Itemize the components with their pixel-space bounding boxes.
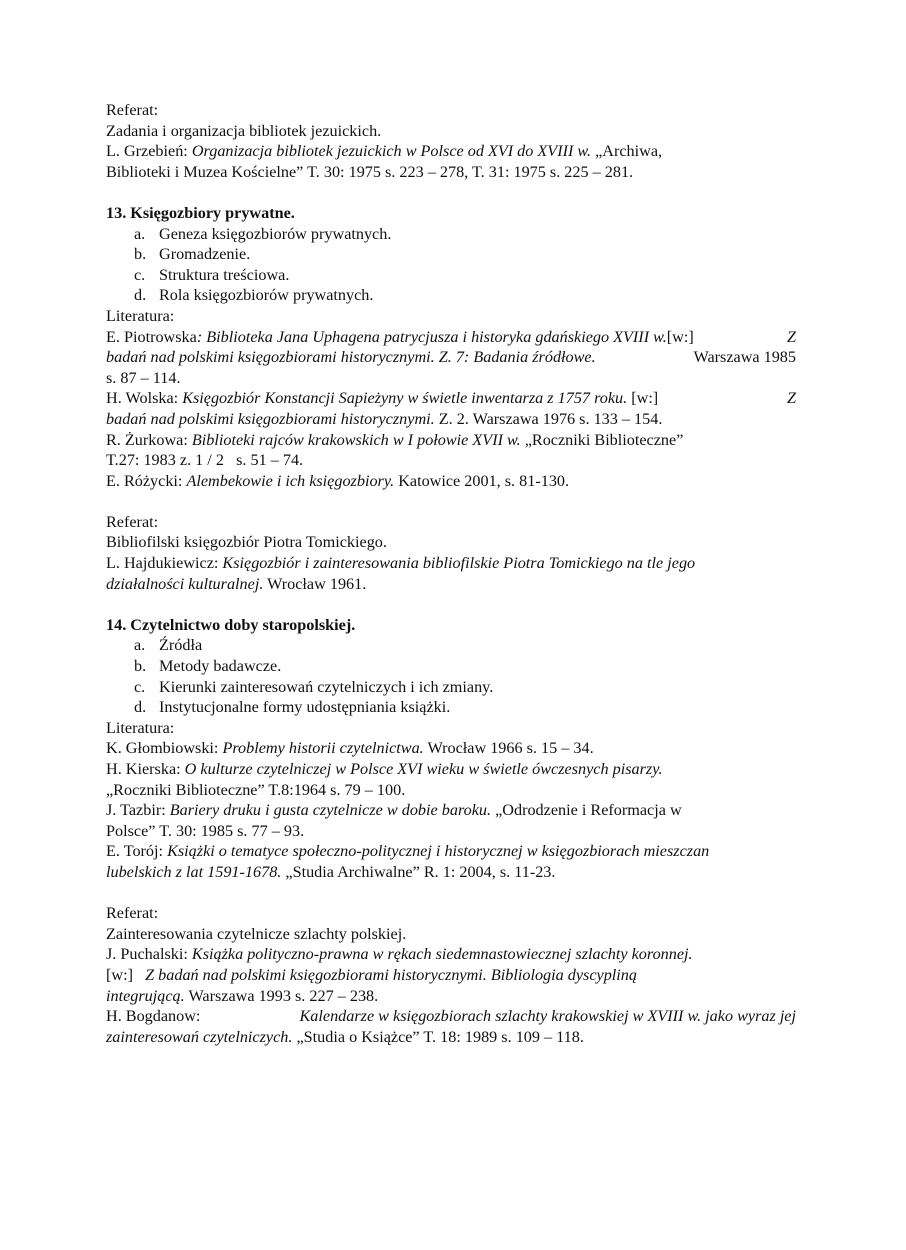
bibliography-entry-continued: [w:] Z badań nad polskimi księgozbiorami historycznymi. Bibliologia dyscypliną — [106, 965, 637, 984]
section-heading-14: 14. Czytelnictwo doby staropolskiej. — [106, 615, 356, 634]
bibliography-entry: E. Różycki: Alembekowie i ich księgozbiory. Katowice 2001, s. 81-130. — [106, 471, 570, 490]
list-item: d. Rola księgozbiorów prywatnych. — [134, 286, 374, 305]
bibliography-entry-continued: Biblioteki i Muzea Kościelne” T. 30: 1975 s. 223 – 278, T. 31: 1975 s. 225 – 281. — [106, 162, 634, 181]
bibliography-entry: E. Torój: Książki o tematyce społeczno-politycznej i historycznej w księgozbiorach mieszczan — [106, 842, 710, 861]
list-item: a. Źródła — [134, 636, 203, 655]
list-item: b. Metody badawcze. — [134, 657, 282, 676]
bibliography-entry-continued: badań nad polskimi księgozbiorami historycznymi. Z. 2. Warszawa 1976 s. 133 – 154. — [106, 409, 663, 428]
bibliography-entry: J. Tazbir: Bariery druku i gusta czytelnicze w dobie baroku. „Odrodzenie i Reformacja w — [106, 801, 682, 820]
bibliography-entry-continued: „Roczniki Biblioteczne” T.8:1964 s. 79 – 100. — [106, 780, 406, 799]
bibliography-entry: H. Kierska: O kulturze czytelniczej w Polsce XVI wieku w świetle ówczesnych pisarzy. — [106, 760, 663, 778]
bibliography-entry: L. Grzebień: Organizacja bibliotek jezuickich w Polsce od XVI do XVIII w. „Archiwa, — [106, 142, 663, 161]
referat-topic: Zainteresowania czytelnicze szlachty polskiej. — [106, 924, 407, 943]
bibliography-entry: J. Puchalski: Książka polityczno-prawna w rękach siedemnastowiecznej szlachty koronnej. — [106, 945, 693, 964]
literatura-label: Literatura: — [106, 718, 175, 737]
bibliography-entry: H. Bogdanow: Kalendarze w księgozbiorach szlachty krakowskiej w XVIII w. jako wyraz jej — [106, 1007, 796, 1026]
bibliography-entry: R. Żurkowa: Biblioteki rajców krakowskich w I połowie XVII w. „Roczniki Biblioteczne” — [106, 430, 684, 449]
referat-label: Referat: — [106, 101, 159, 119]
list-item: b. Gromadzenie. — [134, 245, 251, 264]
list-item: c. Kierunki zainteresowań czytelniczych i ich zmiany. — [134, 677, 494, 696]
bibliography-entry-continued: integrującą. Warszawa 1993 s. 227 – 238. — [106, 986, 379, 1005]
bibliography-entry: H. Wolska: Księgozbiór Konstancji Sapieżyny w świetle inwentarza z 1757 roku. [w:] Z — [106, 389, 796, 408]
referat-label: Referat: — [106, 512, 159, 531]
section-14-list — [106, 635, 796, 717]
list-item: c. Struktura treściowa. — [134, 265, 290, 284]
literatura-label: Literatura: — [106, 306, 175, 325]
bibliography-entry-continued: lubelskich z lat 1591-1678. „Studia Archiwalne” R. 1: 2004, s. 11-23. — [106, 862, 556, 881]
referat-label: Referat: — [106, 904, 159, 923]
bibliography-entry-continued: działalności kulturalnej. Wrocław 1961. — [106, 574, 367, 593]
list-item: d. Instytucjonalne formy udostępniania książki. — [134, 698, 451, 717]
document-page — [106, 100, 796, 1047]
list-item: a. Geneza księgozbiorów prywatnych. — [134, 224, 392, 243]
referat-topic: Bibliofilski księgozbiór Piotra Tomickiego. — [106, 533, 387, 552]
bibliography-entry: K. Głombiowski: Problemy historii czytelnictwa. Wrocław 1966 s. 15 – 34. — [106, 739, 594, 758]
bibliography-entry-continued: badań nad polskimi księgozbiorami historycznymi. Z. 7: Badania źródłowe. Warszawa 1985 — [106, 348, 796, 367]
bibliography-entry-continued: s. 87 – 114. — [106, 368, 181, 387]
bibliography-entry-continued: Polsce” T. 30: 1985 s. 77 – 93. — [106, 821, 305, 840]
bibliography-entry: E. Piotrowska: Biblioteka Jana Uphagena patrycjusza i historyka gdańskiego XVIII w.[w:] Z — [106, 327, 796, 346]
section-13-list — [106, 224, 796, 306]
section-heading-13: 13. Księgozbiory prywatne. — [106, 203, 295, 222]
referat-topic: Zadania i organizacja bibliotek jezuickich. — [106, 121, 382, 140]
bibliography-entry-continued: T.27: 1983 z. 1 / 2 s. 51 – 74. — [106, 451, 304, 470]
bibliography-entry-continued: zainteresowań czytelniczych. „Studia o Książce” T. 18: 1989 s. 109 – 118. — [106, 1027, 584, 1046]
bibliography-entry: L. Hajdukiewicz: Księgozbiór i zainteresowania bibliofilskie Piotra Tomickiego na tle jego — [106, 554, 696, 573]
